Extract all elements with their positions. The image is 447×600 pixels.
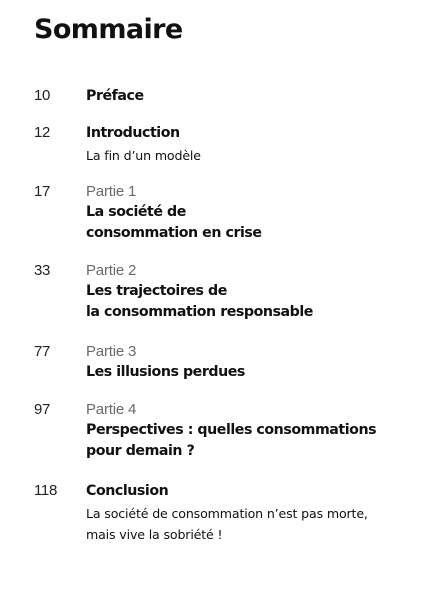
entry-heading: La société de (86, 204, 186, 220)
entry-subtitle: La société de consommation n’est pas morte, (86, 506, 368, 521)
page-number: 77 (34, 343, 51, 360)
page-number: 97 (34, 401, 51, 418)
part-label: Partie 1 (86, 183, 137, 200)
entry-heading: Introduction (86, 125, 180, 141)
entry-subtitle: mais vive la sobriété ! (86, 527, 223, 542)
page-title: Sommaire (34, 14, 183, 45)
page-number: 17 (34, 183, 51, 200)
page-number: 10 (34, 87, 51, 104)
entry-heading: Les trajectoires de (86, 283, 227, 299)
entry-heading: la consommation responsable (86, 304, 313, 320)
page-number: 12 (34, 124, 51, 141)
part-label: Partie 3 (86, 343, 137, 360)
page-number: 118 (34, 482, 58, 499)
part-label: Partie 4 (86, 401, 137, 418)
entry-subtitle: La fin d’un modèle (86, 148, 201, 163)
entry-heading: pour demain ? (86, 443, 195, 459)
entry-heading: Préface (86, 88, 144, 104)
part-label: Partie 2 (86, 262, 137, 279)
entry-heading: consommation en crise (86, 225, 262, 241)
entry-heading: Les illusions perdues (86, 364, 245, 380)
entry-heading: Conclusion (86, 483, 169, 499)
page-number: 33 (34, 262, 51, 279)
entry-heading: Perspectives : quelles consommations (86, 422, 377, 438)
